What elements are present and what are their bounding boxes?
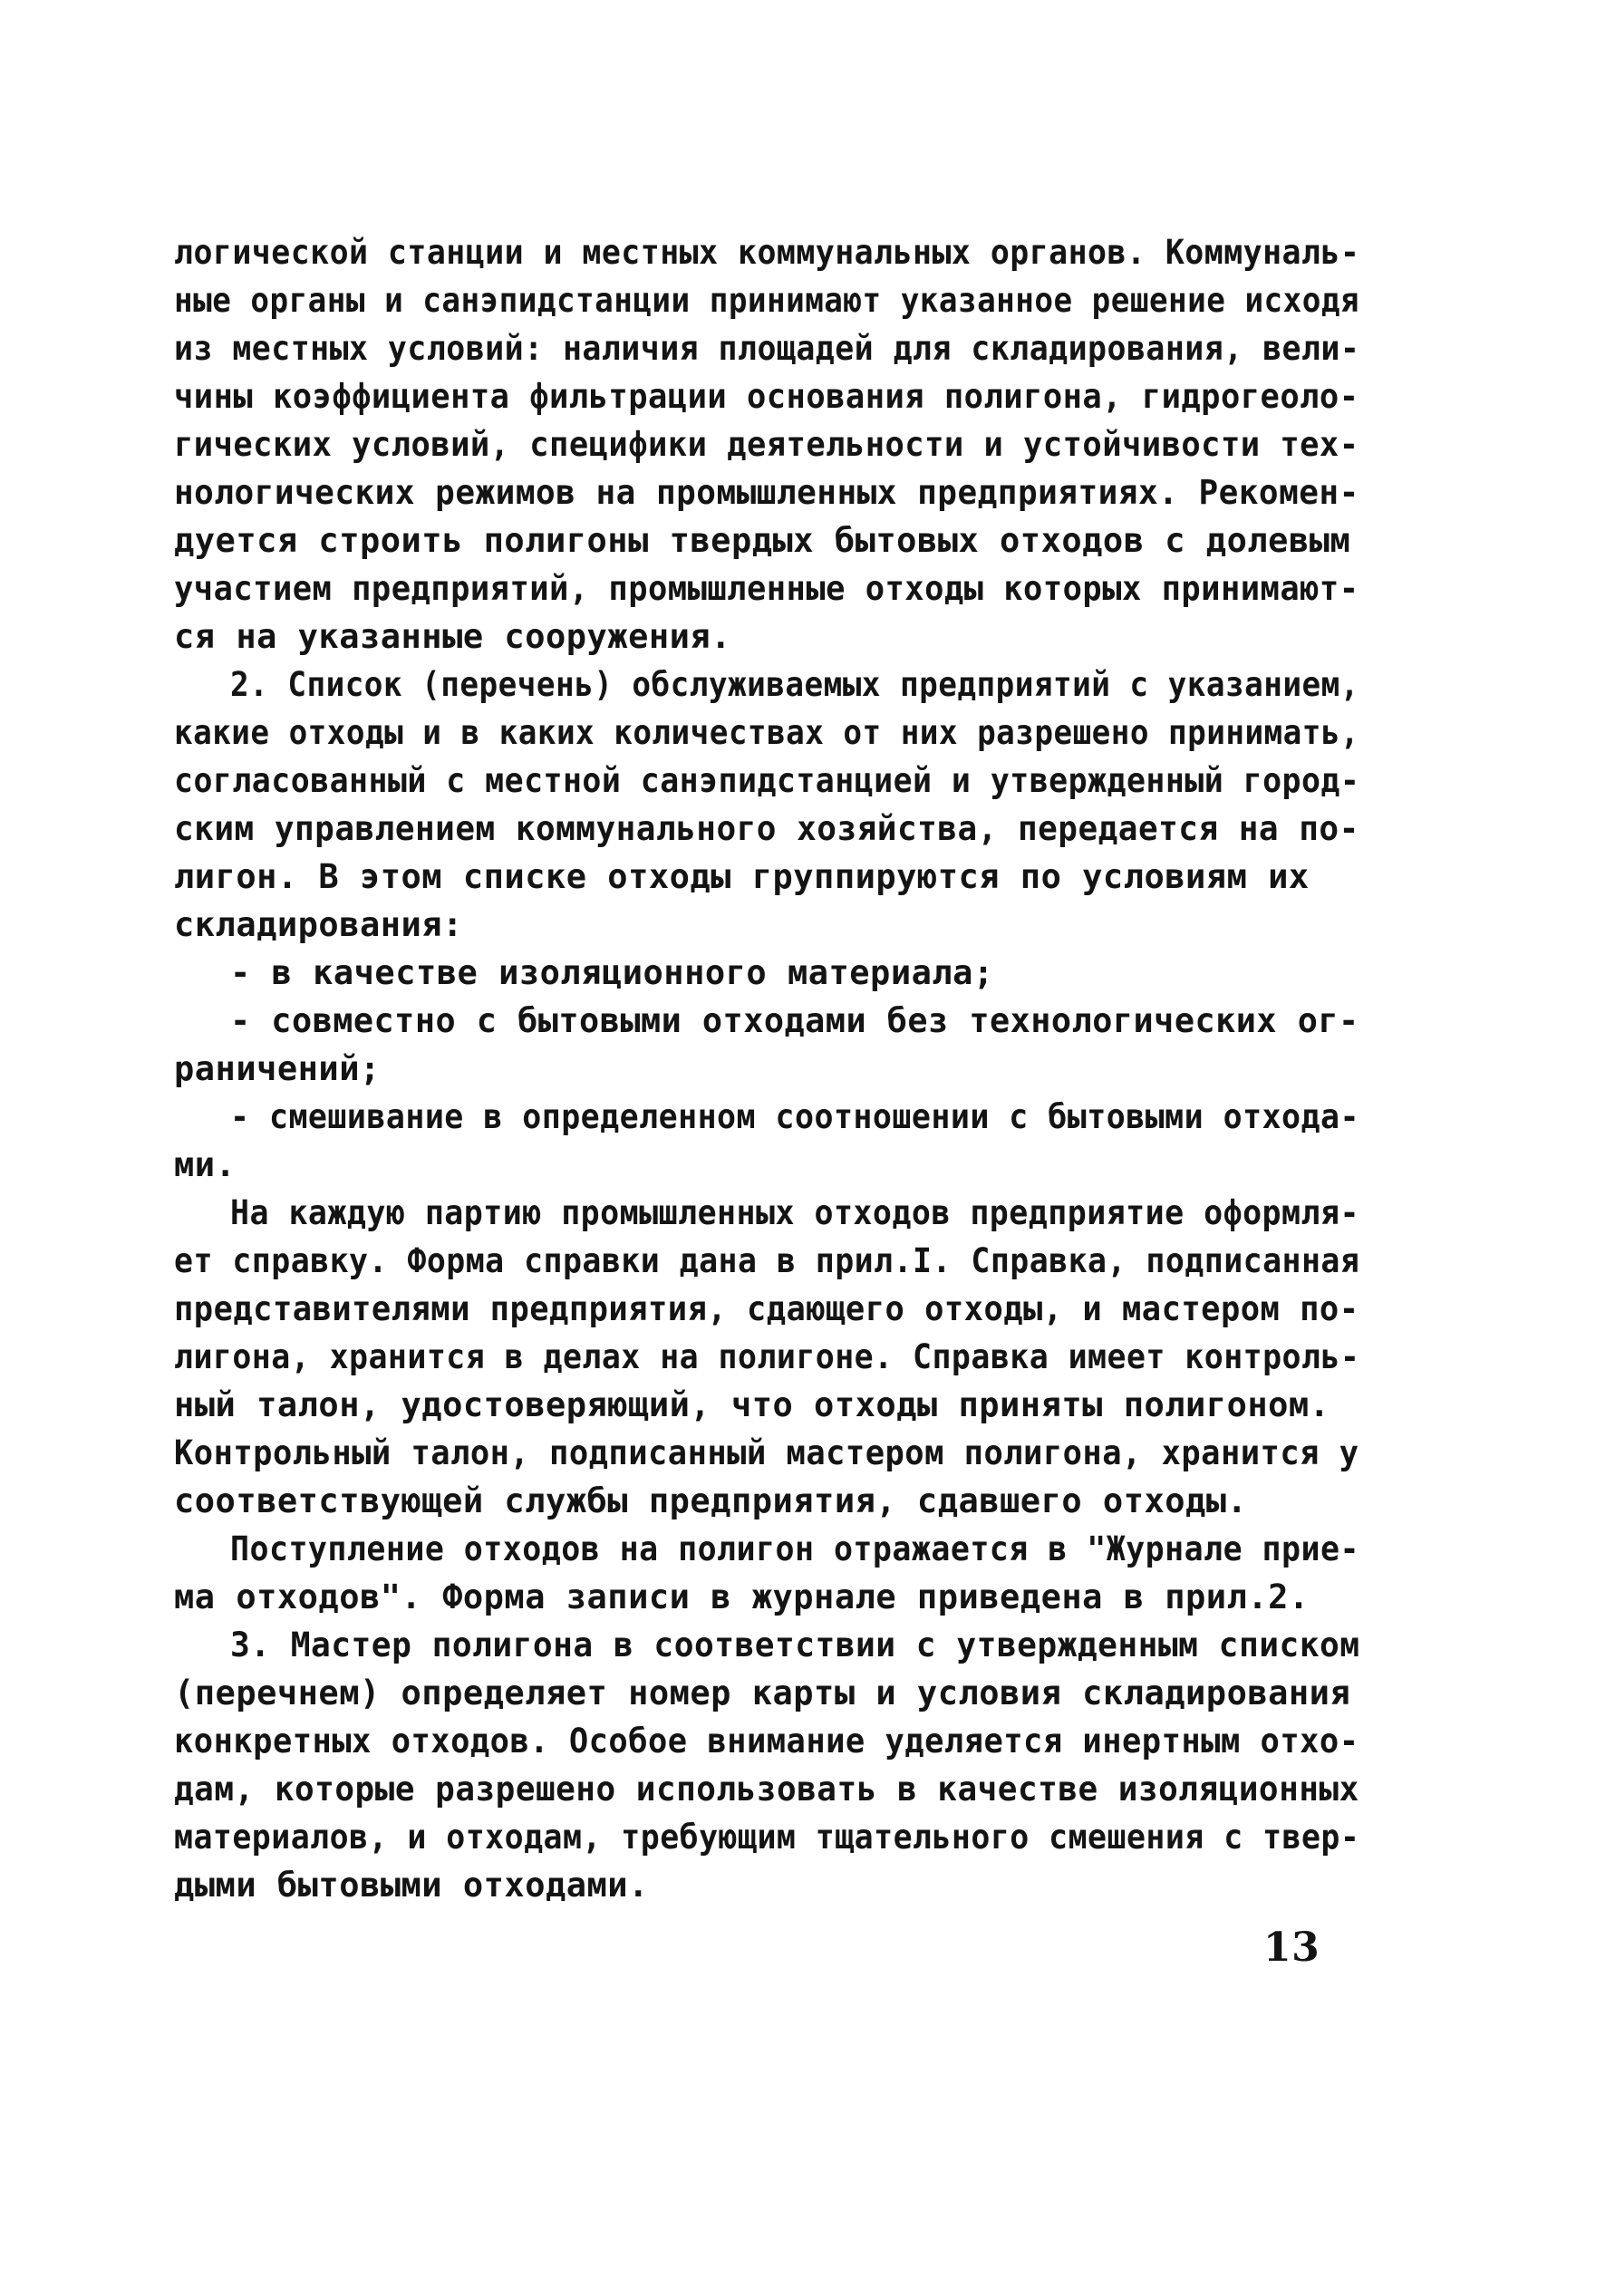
text-line: 2. Список (перечень) обслуживаемых предприятий с указанием,: [230, 665, 1359, 704]
text-line: ный талон, удостоверяющий, что отходы приняты полигоном.: [174, 1385, 1330, 1424]
text-line: ет справку. Форма справки дана в прил.I. Справка, подписанная: [174, 1241, 1360, 1280]
text-line: ми.: [174, 1145, 237, 1184]
list-item: - в качестве изоляционного материала;: [230, 953, 994, 992]
list-item: - смешивание в определенном соотношении с бытовыми отхода-: [230, 1097, 1359, 1136]
text-line: какие отходы и в каких количествах от них разрешено принимать,: [174, 713, 1360, 752]
text-line: раничений;: [174, 1049, 381, 1088]
text-line: нологических режимов на промышленных предприятиях. Рекомен-: [174, 473, 1359, 512]
text-line: дам, которые разрешено использовать в качестве изоляционных: [174, 1770, 1359, 1809]
text-line: конкретных отходов. Особое внимание уделяется инертным отхо-: [174, 1722, 1359, 1761]
text-line: лигон. В этом списке отходы группируются по условиям их: [174, 857, 1310, 896]
list-item: - совместно с бытовыми отходами без технологических ог-: [230, 1001, 1359, 1040]
text-line: складирования:: [174, 905, 463, 944]
text-line: Поступление отходов на полигон отражается в "Журнале прие-: [230, 1529, 1359, 1568]
text-line: На каждую партию промышленных отходов предприятие оформля-: [230, 1193, 1359, 1232]
text-line: логической станции и местных коммунальных органов. Коммуналь-: [174, 233, 1360, 272]
text-line: участием предприятий, промышленные отходы которых принимают-: [174, 569, 1359, 608]
text-line: ся на указанные сооружения.: [174, 617, 731, 656]
text-line: согласованный с местной санэпидстанцией и утвержденный город-: [174, 761, 1360, 800]
text-line: лигона, хранится в делах на полигоне. Справка имеет контроль-: [174, 1337, 1360, 1376]
text-line: ским управлением коммунального хозяйства, передается на по-: [174, 809, 1359, 848]
text-line: гических условий, специфики деятельности и устойчивости тех-: [174, 425, 1359, 464]
text-line: ма отходов". Форма записи в журнале приведена в прил.2.: [174, 1577, 1310, 1616]
text-line: Контрольный талон, подписанный мастером полигона, хранится у: [174, 1433, 1359, 1472]
text-line: чины коэффициента фильтрации основания полигона, гидрогеоло-: [174, 377, 1359, 416]
text-line: (перечнем) определяет номер карты и условия складирования: [174, 1674, 1351, 1712]
page-number: 13: [1263, 1925, 1320, 1971]
text-line: из местных условий: наличия площадей для складирования, вели-: [174, 329, 1360, 368]
text-line: соответствующей службы предприятия, сдавшего отходы.: [174, 1481, 1248, 1520]
text-line: 3. Мастер полигона в соответствии с утвержденным списком: [230, 1626, 1360, 1664]
text-line: дыми бытовыми отходами.: [174, 1866, 649, 1905]
text-line: ные органы и санэпидстанции принимают указанное решение исходя: [174, 281, 1360, 320]
text-line: материалов, и отходам, требующим тщательного смешения с твер-: [174, 1818, 1360, 1857]
text-line: дуется строить полигоны твердых бытовых отходов с долевым: [174, 521, 1351, 560]
text-line: представителями предприятия, сдающего отходы, и мастером по-: [174, 1289, 1359, 1328]
